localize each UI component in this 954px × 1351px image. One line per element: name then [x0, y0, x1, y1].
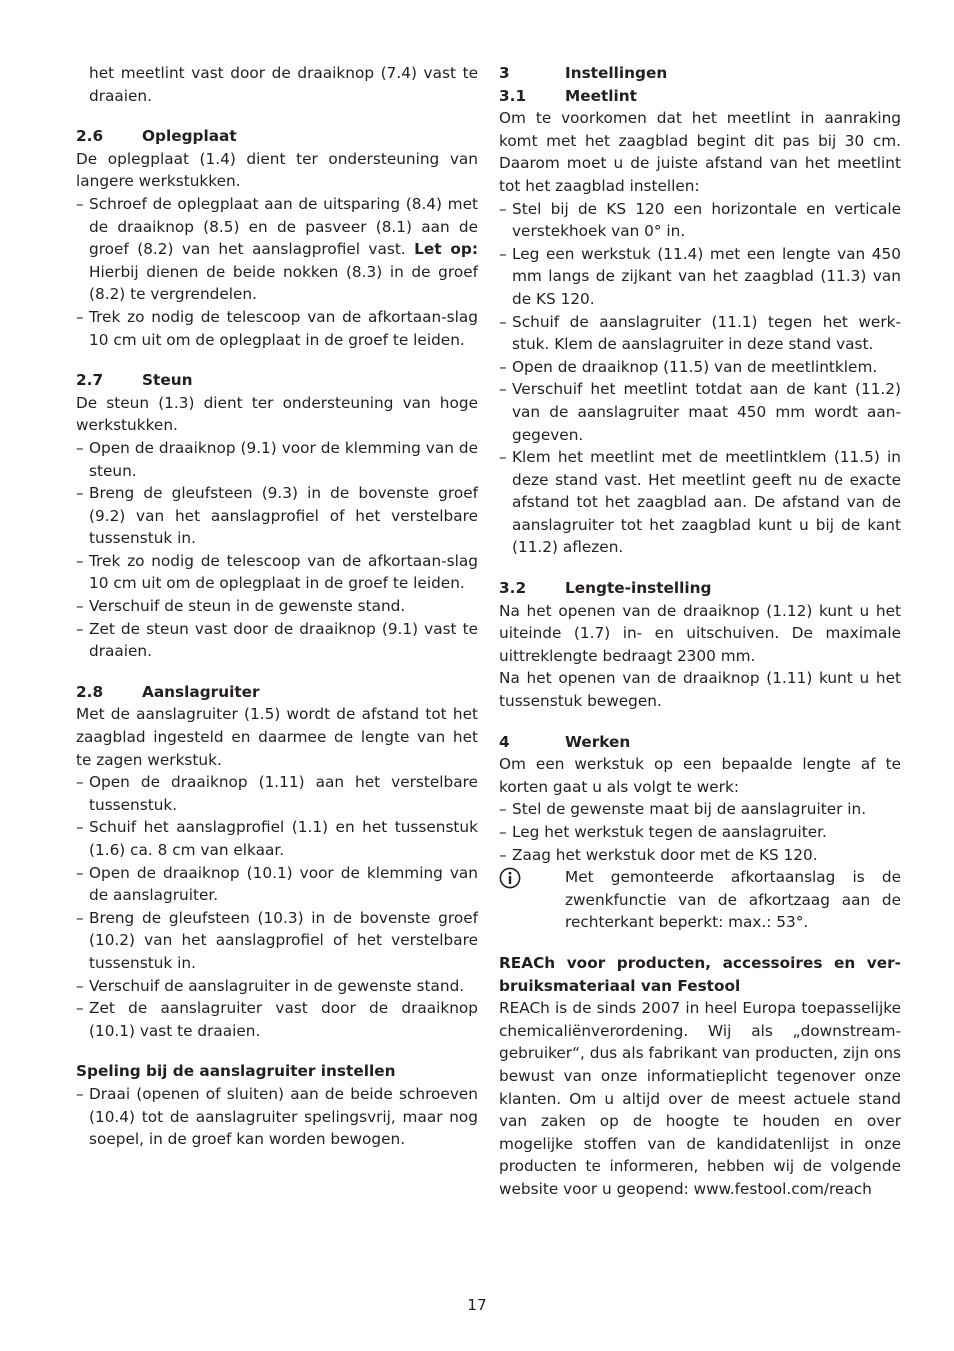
section-title: Oplegplaat: [142, 127, 237, 146]
subsection-heading-speling: Speling bij de aanslagruiter instellen: [76, 1062, 396, 1081]
section-title: Aanslagruiter: [142, 682, 260, 701]
section-heading-2-8: [76, 681, 478, 704]
section-intro: De steun (1.3) dient ter ondersteuning van hoge werkstukken.: [76, 393, 478, 435]
warning-label: Let op:: [414, 240, 478, 259]
section-number: 2.6: [76, 127, 104, 146]
list-item: – Zet de aanslagruiter vast door de draaiknop (10.1) vast te draaien.: [76, 997, 478, 1042]
bullet-list: [76, 771, 478, 1042]
list-item: – Verschuif de aanslagruiter in de gewenste stand.: [76, 975, 478, 998]
list-item: [76, 193, 478, 306]
list-item: – Breng de gleufsteen (10.3) in de bovenste groef (10.2) van het aanslagprofiel of het verstelbare tussenstuk in.: [76, 907, 478, 975]
list-item: – Zaag het werkstuk door met de KS 120.: [499, 844, 901, 867]
list-item: – Leg het werkstuk tegen de aanslagruiter.: [499, 821, 901, 844]
list-item: – Draai (openen of sluiten) aan de beide schroeven (10.4) tot de aanslagruiter spelingsvrij, maar nog soepel, in de groef kan worden bewogen.: [76, 1083, 478, 1151]
section-title: Werken: [565, 732, 631, 751]
section-heading-3-2: [499, 577, 901, 600]
section-intro: Om te voorkomen dat het meetlint in aanraking komt met het zaagblad begint dit pas bij 30 cm. Daarom moet u de juiste afstand van het meetlint tot het zaagblad instellen:: [499, 109, 901, 195]
list-item: – Open de draaiknop (11.5) van de meetlintklem.: [499, 356, 901, 379]
bullet-list: [499, 798, 901, 866]
section-number: 3: [499, 64, 510, 82]
section-heading-2-6: [76, 125, 478, 148]
section-heading-3-1: [499, 85, 901, 108]
section-number: 3.2: [499, 579, 527, 598]
list-item: – Leg een werkstuk (11.4) met een lengte van 450 mm langs de zijkant van het zaagblad (11.3) van de KS 120.: [499, 243, 901, 311]
left-column: [76, 62, 478, 1151]
list-item: – Verschuif het meetlint totdat aan de kant (11.2) van de aanslagruiter maat 450 mm wordt aan-gegeven.: [499, 378, 901, 446]
section-title: Meetlint: [565, 86, 637, 105]
list-item: – Open de draaiknop (1.11) aan het verstelbare tussenstuk.: [76, 771, 478, 816]
list-item: – Schuif het aanslagprofiel (1.1) en het tussenstuk (1.6) ca. 8 cm van elkaar.: [76, 816, 478, 861]
list-item: – Stel de gewenste maat bij de aanslagruiter in.: [499, 798, 901, 821]
list-item: – Klem het meetlint met de meetlintklem (11.5) in deze stand vast. Het meetlint geeft nu de exacte afstand tot het zaagblad aan. De afstand van de aanslagruiter tot het zaagblad kunt u bij de kant (11.2) aflezen.: [499, 446, 901, 559]
section-number: 3.1: [499, 86, 527, 105]
list-item-text: Hierbij dienen de beide nokken (8.3) in de groef (8.2) te vergrendelen.: [89, 262, 478, 304]
reach-body: REACh is de sinds 2007 in heel Europa toepasselijke chemicaliënverordening. Wij als „downstream-gebruiker“, dus als fabrikant van producten, zijn ons bewust van onze informatieplicht tegenover onze klanten. Om u altijd over de meest actuele stand van zaken op de hoogte te houden en over mogelijke stoffen van de kandidatenlijst in onze producten te informeren, hebben wij de volgende website voor u geopend: www.festool.com/reach: [499, 999, 901, 1198]
section-title: Lengte-instelling: [565, 579, 712, 598]
note-text: Met gemonteerde afkortaanslag is de zwenkfunctie van de afkortzaag aan de rechterkant beperkt: max.: 53°.: [565, 868, 901, 932]
list-item: – Trek zo nodig de telescoop van de afkortaan-slag 10 cm uit om de oplegplaat in de groef te leiden.: [76, 550, 478, 595]
list-item: – Stel bij de KS 120 een horizontale en verticale verstekhoek van 0° in.: [499, 198, 901, 243]
list-item: – Trek zo nodig de telescoop van de afkortaan-slag 10 cm uit om de oplegplaat in de groef te leiden.: [76, 306, 478, 351]
section-heading-4: [499, 731, 901, 754]
list-item: – Verschuif de steun in de gewenste stand.: [76, 595, 478, 618]
bullet-list: [499, 198, 901, 560]
section-title: Instellingen: [565, 64, 668, 82]
list-item: – Breng de gleufsteen (9.3) in de bovenste groef (9.2) van het aanslagprofiel of het verstelbare tussenstuk in.: [76, 482, 478, 550]
bullet-list: [76, 193, 478, 351]
list-item: – Schuif de aanslagruiter (11.1) tegen het werk-stuk. Klem de aanslagruiter in deze stand vast.: [499, 311, 901, 356]
list-item: – Zet de steun vast door de draaiknop (9.1) vast te draaien.: [76, 618, 478, 663]
list-item: – Open de draaiknop (10.1) voor de klemming van de aanslagruiter.: [76, 862, 478, 907]
paragraph: Na het openen van de draaiknop (1.12) kunt u het uiteinde (1.7) in- en uitschuiven. De maximale uittreklengte bedraagt 2300 mm.: [499, 601, 901, 665]
info-icon: [499, 866, 565, 934]
reach-heading: REACh voor producten, accessoires en ver-bruiksmateriaal van Festool: [499, 953, 901, 995]
section-number: 2.8: [76, 682, 104, 701]
list-item-text: Schroef de oplegplaat aan de uitsparing (8.4) met de draaiknop (8.5) en de pasveer (8.1) aan de groef (8.2) van het aanslagprofiel vast.: [89, 194, 478, 259]
continued-text: het meetlint vast door de draaiknop (7.4) vast te draaien.: [89, 64, 478, 105]
page-number: 17: [467, 1296, 487, 1314]
info-note: [499, 866, 901, 934]
section-title: Steun: [142, 371, 193, 390]
bullet-list: [76, 1083, 478, 1151]
section-intro: De oplegplaat (1.4) dient ter ondersteuning van langere werkstukken.: [76, 149, 478, 191]
section-heading-3: [499, 62, 901, 85]
section-heading-2-7: [76, 369, 478, 392]
bullet-list: [76, 437, 478, 663]
section-intro: Om een werkstuk op een bepaalde lengte af te korten gaat u als volgt te werk:: [499, 755, 901, 796]
paragraph: Na het openen van de draaiknop (1.11) kunt u het tussenstuk bewegen.: [499, 669, 901, 711]
list-item: – Open de draaiknop (9.1) voor de klemming van de steun.: [76, 437, 478, 482]
section-number: 2.7: [76, 371, 104, 390]
section-intro: Met de aanslagruiter (1.5) wordt de afstand tot het zaagblad ingesteld en daarmee de lengte van het te zagen werkstuk.: [76, 705, 478, 769]
right-column: [499, 62, 901, 1201]
section-number: 4: [499, 732, 510, 751]
